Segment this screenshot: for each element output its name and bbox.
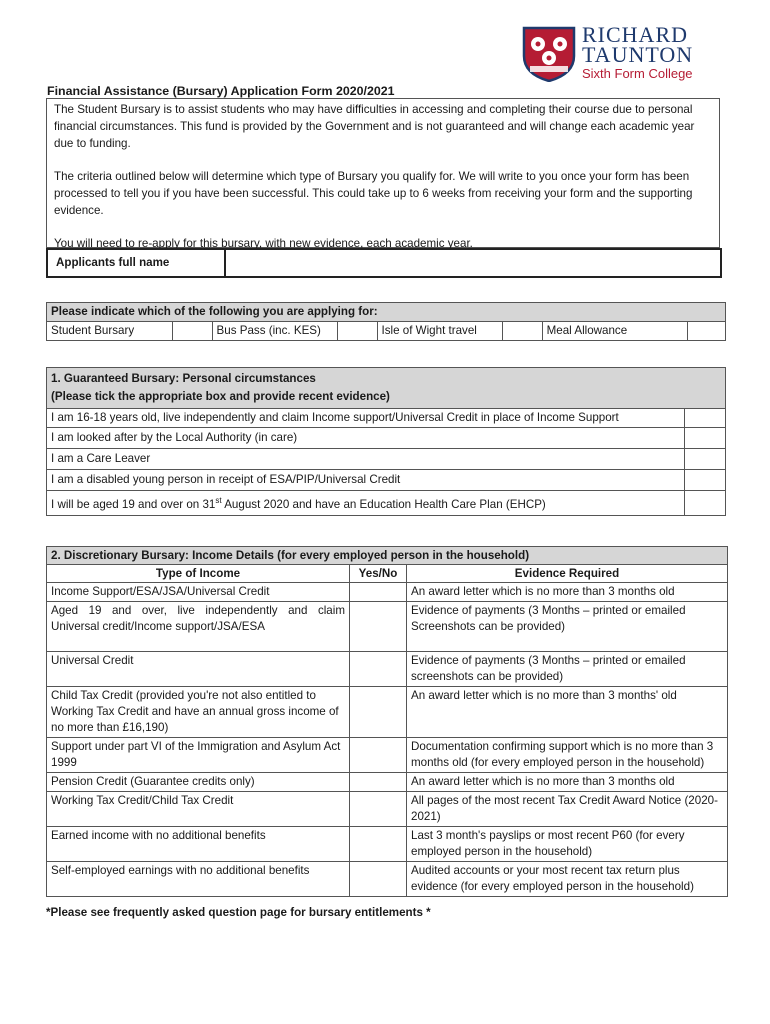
evidence-required: An award letter which is no more than 3 months old xyxy=(407,583,728,602)
checkbox-bus-pass[interactable] xyxy=(337,322,377,341)
logo-line-3: Sixth Form College xyxy=(582,66,693,81)
intro-box xyxy=(46,98,720,248)
option-isle-of-wight: Isle of Wight travel xyxy=(377,322,502,341)
column-yes-no: Yes/No xyxy=(350,565,407,583)
section1-tickbox[interactable] xyxy=(685,409,726,428)
section1-table xyxy=(46,367,726,516)
logo-line-1: RICHARD xyxy=(582,22,689,47)
evidence-required: All pages of the most recent Tax Credit Award Notice (2020-2021) xyxy=(407,792,728,827)
income-type: Pension Credit (Guarantee credits only) xyxy=(47,773,350,792)
college-logo xyxy=(520,24,735,84)
yes-no-cell[interactable] xyxy=(350,602,407,652)
yes-no-cell[interactable] xyxy=(350,862,407,897)
section1-row: I am a disabled young person in receipt of ESA/PIP/Universal Credit xyxy=(47,470,685,491)
section1-row-ehcp: I will be aged 19 and over on 31st August 2020 and have an Education Health Care Plan (EHCP) xyxy=(47,491,685,516)
section2-header: 2. Discretionary Bursary: Income Details (for every employed person in the household) xyxy=(47,547,728,565)
evidence-required: Audited accounts or your most recent tax return plus evidence (for every employed person in the household) xyxy=(407,862,728,897)
checkbox-isle-of-wight[interactable] xyxy=(502,322,542,341)
yes-no-cell[interactable] xyxy=(350,792,407,827)
section2-table xyxy=(46,546,728,897)
section1-tickbox[interactable] xyxy=(685,491,726,516)
applicant-name-table xyxy=(46,248,722,278)
checkbox-meal-allowance[interactable] xyxy=(688,322,726,341)
evidence-required: Documentation confirming support which is no more than 3 months old (for every employed person in the household) xyxy=(407,738,728,773)
section1-row: I am looked after by the Local Authority (in care) xyxy=(47,428,685,449)
yes-no-cell[interactable] xyxy=(350,827,407,862)
yes-no-cell[interactable] xyxy=(350,583,407,602)
yes-no-cell[interactable] xyxy=(350,687,407,738)
income-type: Child Tax Credit (provided you're not also entitled to Working Tax Credit and have an annual gross income of no more than £16,190) xyxy=(47,687,350,738)
logo-line-2: TAUNTON xyxy=(582,42,694,67)
income-type: Universal Credit xyxy=(47,652,350,687)
checkbox-student-bursary[interactable] xyxy=(172,322,212,341)
applying-for-header: Please indicate which of the following you are applying for: xyxy=(47,303,726,322)
evidence-required: Evidence of payments (3 Months – printed or emailed screenshots can be provided) xyxy=(407,652,728,687)
income-type: Earned income with no additional benefits xyxy=(47,827,350,862)
column-type-of-income: Type of Income xyxy=(47,565,350,583)
income-type: Self-employed earnings with no additional benefits xyxy=(47,862,350,897)
income-type: Aged 19 and over, live independently and claim Universal credit/Income support/JSA/ESA xyxy=(47,602,350,652)
section1-tickbox[interactable] xyxy=(685,428,726,449)
intro-paragraph-2: The criteria outlined below will determine which type of Bursary you qualify for. We will write to you once your form has been processed to tell you if you have been successful. This could take up to 6 weeks from receiving your form and the supporting evidence. xyxy=(54,170,693,217)
column-evidence-required: Evidence Required xyxy=(407,565,728,583)
evidence-required: Evidence of payments (3 Months – printed or emailed Screenshots can be provided) xyxy=(407,602,728,652)
income-type: Support under part VI of the Immigration and Asylum Act 1999 xyxy=(47,738,350,773)
evidence-required: An award letter which is no more than 3 months' old xyxy=(407,687,728,738)
page-title: Financial Assistance (Bursary) Application Form 2020/2021 xyxy=(47,84,395,98)
college-crest-icon xyxy=(520,26,578,82)
option-meal-allowance: Meal Allowance xyxy=(542,322,688,341)
yes-no-cell[interactable] xyxy=(350,652,407,687)
yes-no-cell[interactable] xyxy=(350,773,407,792)
section1-header xyxy=(47,368,726,409)
option-bus-pass: Bus Pass (inc. KES) xyxy=(212,322,337,341)
section1-tickbox[interactable] xyxy=(685,470,726,491)
footnote: *Please see frequently asked question page for bursary entitlements * xyxy=(46,906,431,919)
applicant-name-label: Applicants full name xyxy=(47,249,225,277)
intro-paragraph-3: You will need to re-apply for this bursary, with new evidence, each academic year. xyxy=(54,237,473,250)
section1-subtitle: (Please tick the appropriate box and provide recent evidence) xyxy=(51,390,390,403)
applying-for-table xyxy=(46,302,726,341)
intro-paragraph-1: The Student Bursary is to assist students who may have difficulties in accessing and completing their course due to personal financial circumstances. This fund is provided by the Government and is not guaranteed and will change each academic year due to funding. xyxy=(54,103,695,150)
income-type: Income Support/ESA/JSA/Universal Credit xyxy=(47,583,350,602)
yes-no-cell[interactable] xyxy=(350,738,407,773)
section1-row: I am 16-18 years old, live independently and claim Income support/Universal Credit in place of Income Support xyxy=(47,409,685,428)
section1-row: I am a Care Leaver xyxy=(47,449,685,470)
option-student-bursary: Student Bursary xyxy=(47,322,173,341)
section1-tickbox[interactable] xyxy=(685,449,726,470)
evidence-required: Last 3 month's payslips or most recent P60 (for every employed person in the household) xyxy=(407,827,728,862)
evidence-required: An award letter which is no more than 3 months old xyxy=(407,773,728,792)
section1-title: 1. Guaranteed Bursary: Personal circumstances xyxy=(51,372,316,385)
income-type: Working Tax Credit/Child Tax Credit xyxy=(47,792,350,827)
applicant-name-input[interactable] xyxy=(225,249,721,277)
